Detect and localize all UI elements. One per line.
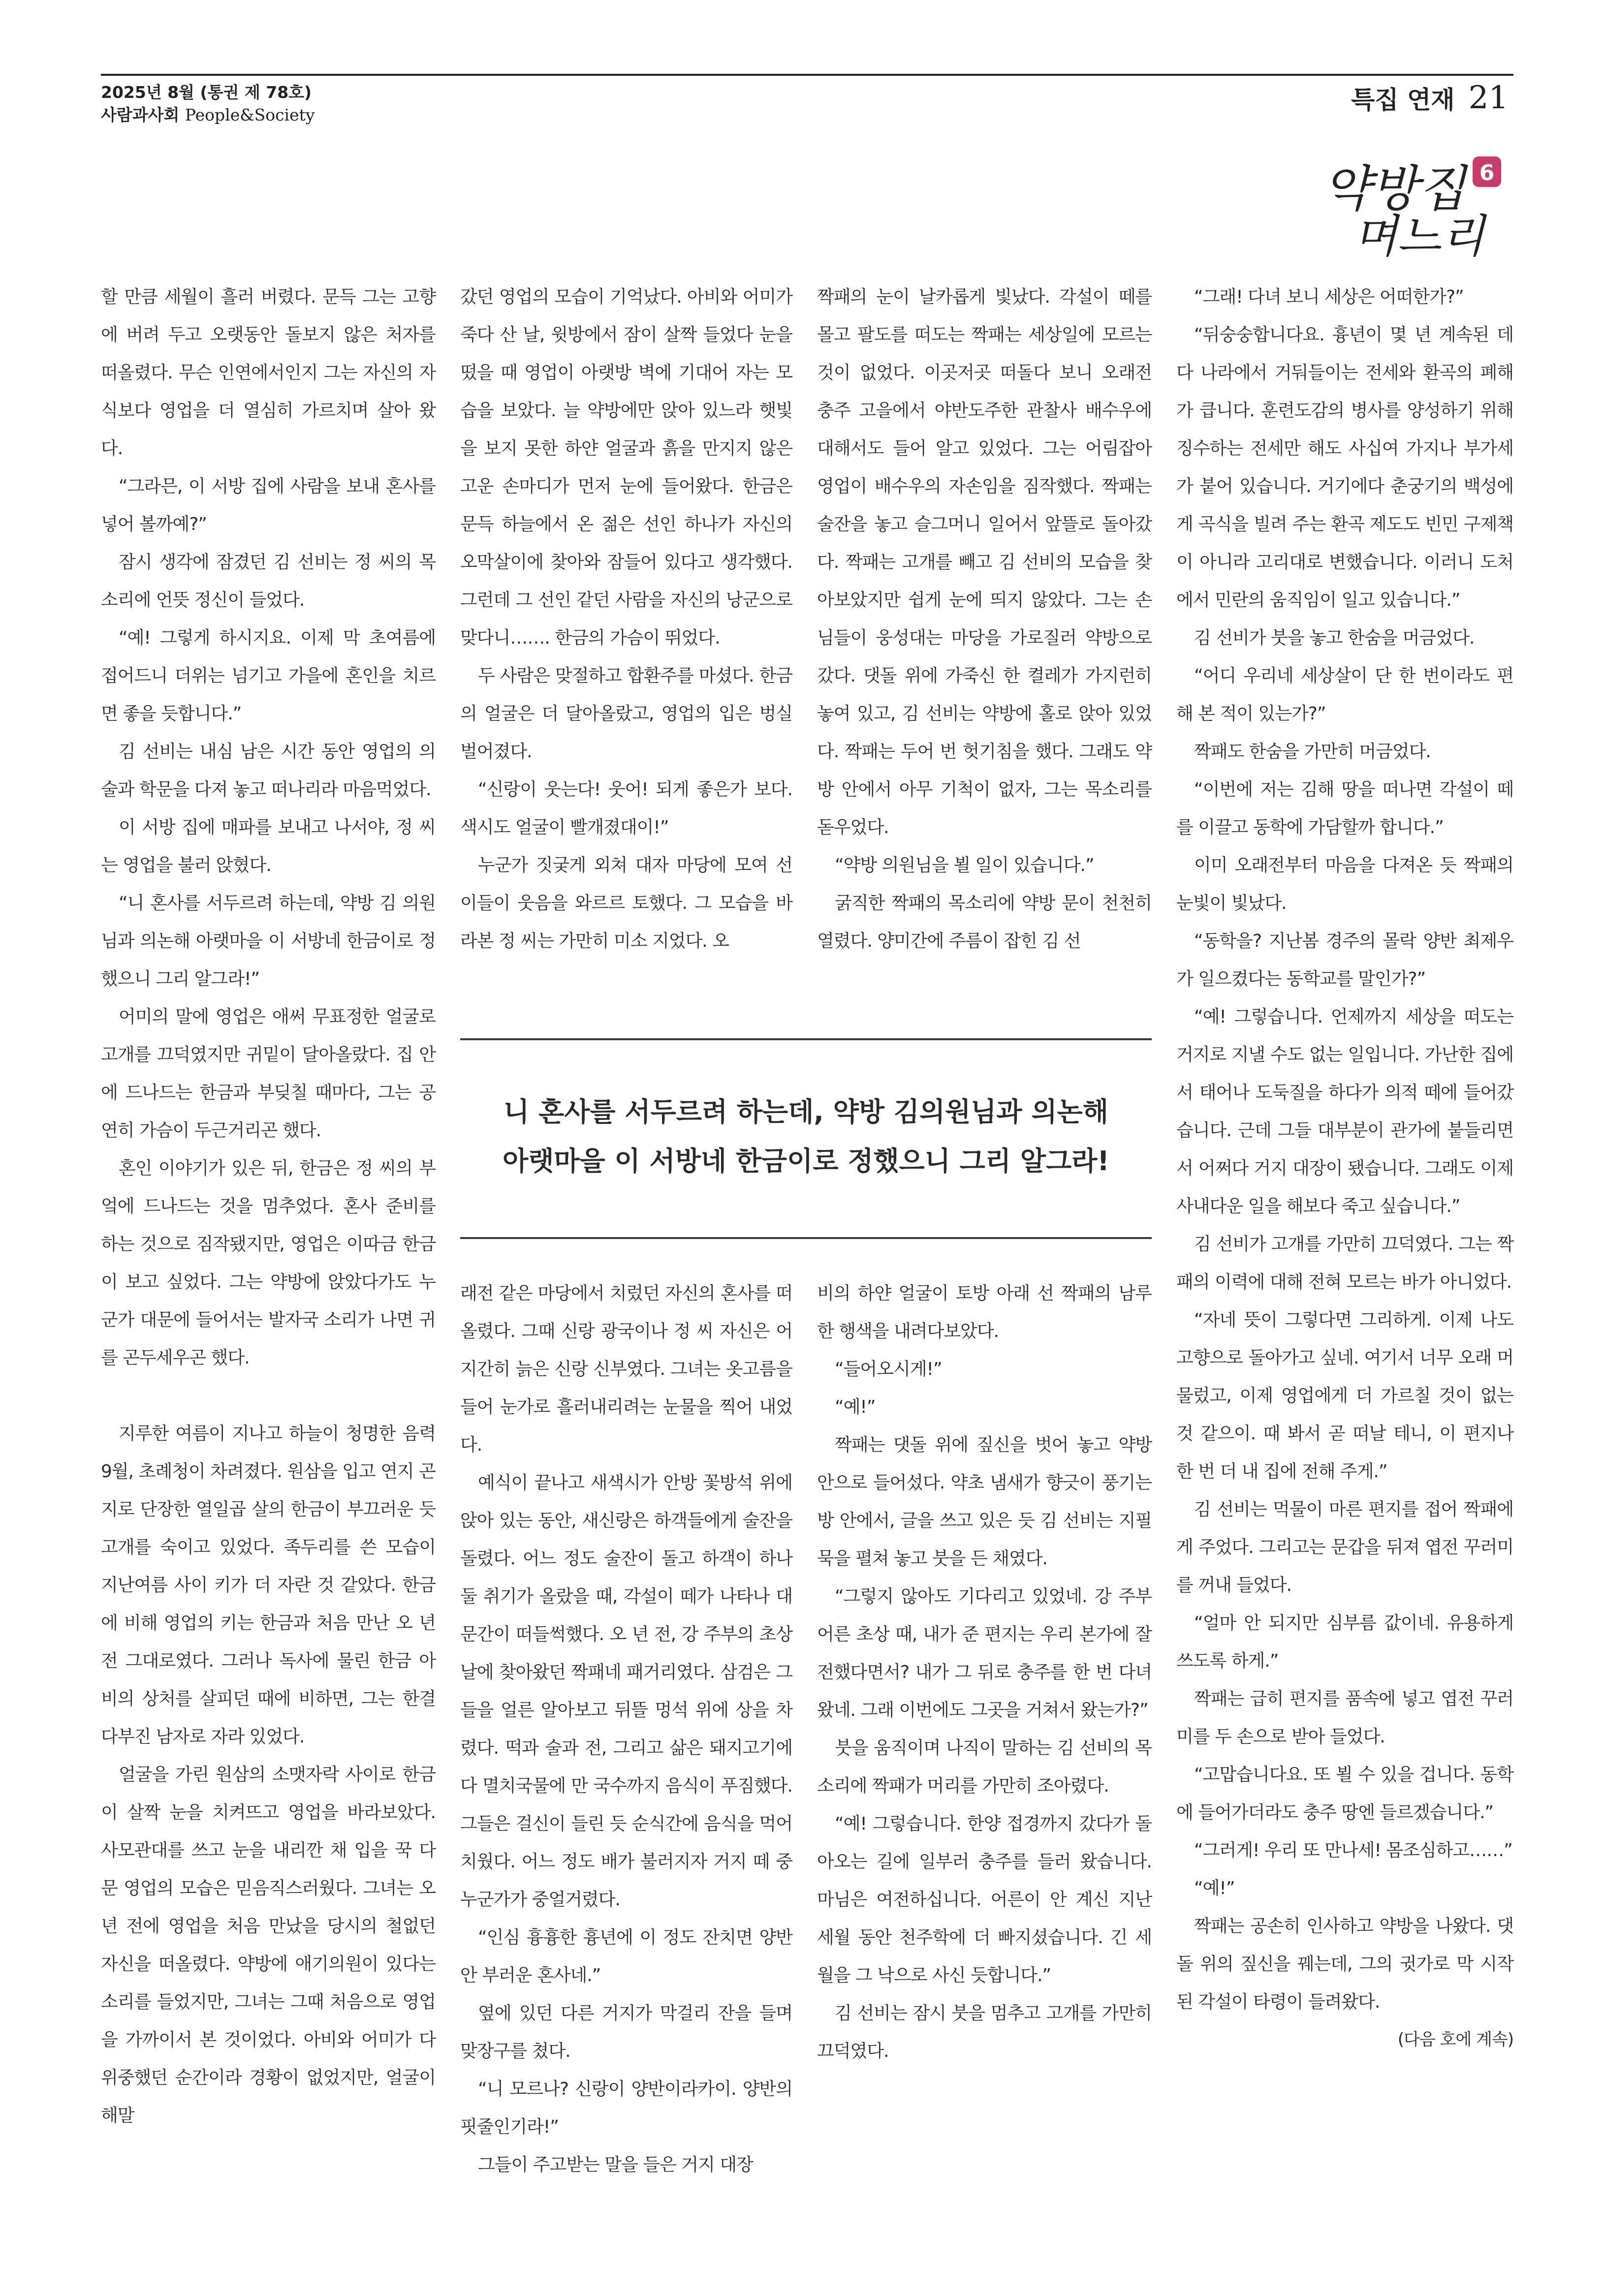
paragraph: 얼굴을 가린 원삼의 소맷자락 사이로 한금이 살짝 눈을 치켜뜨고 영업을 바라보았다. 사모관대를 쓰고 눈을 내리깐 채 입을 꾹 다문 영업의 모습은 믿음직스러웠다. 그녀는 오 년 전에 영업을 처음 만났을 당시의 철없던 자신을 떠올렸다. 약방에 애기의원이 있다는 소리를 들었지만, 그녀는 그때 처음으로 영업을 가까이서 본 것이었다. 아비와 어미가 다 위중했던 순간이라 경황이 없었지만, 얼굴이 해말 <box>101 1765 436 2126</box>
paragraph: 짝패는 댓돌 위에 짚신을 벗어 놓고 약방 안으로 들어섰다. 약초 냄새가 향긋이 풍기는 방 안에서, 글을 쓰고 있은 듯 김 선비는 지필묵을 펼쳐 놓고 붓을 든 채였다. <box>817 1435 1152 1569</box>
pull-quote-top-rule <box>460 1038 1152 1040</box>
article-column-1 <box>101 278 436 2224</box>
paragraph: “그러게! 우리 또 만나세! 몸조심하고……” <box>1194 1840 1512 1861</box>
paragraph: “예! 그렇습니다. 언제까지 세상을 떠도는 거지로 지낼 수도 없는 일입니다. 가난한 집에서 태어나 도둑질을 하다가 의적 떼에 들어갔습니다. 근데 그들 대부분이 관가에 붙들리면서 어쩌다 거지 대장이 됐습니다. 그래도 이제 사내다운 일을 해보다 죽고 싶습니다.” <box>1176 1007 1513 1216</box>
pull-quote-line: 니 혼사를 서두르려 하는데, 약방 김의원님과 의논해 <box>504 1096 1108 1127</box>
article-column-2-lower <box>460 1274 792 2224</box>
serial-logo <box>1319 148 1526 261</box>
paragraph: “예! 그렇습니다. 한양 접경까지 갔다가 돌아오는 길에 일부러 충주를 들러 왔습니다. 마님은 여전하십니다. 어른이 안 계신 지난 세월 동안 천주학에 더 빠지셨습니다. 긴 세월을 그 낙으로 사신 듯합니다.” <box>817 1814 1152 1986</box>
paragraph: 김 선비가 붓을 놓고 한숨을 머금었다. <box>1194 628 1475 648</box>
paragraph: “약방 의원님을 뵐 일이 있습니다.” <box>835 855 1094 875</box>
paragraph: “얼마 안 되지만 심부름 값이네. 유용하게 쓰도록 하게.” <box>1176 1613 1513 1671</box>
paragraph: “인심 흉흉한 흉년에 이 정도 잔치면 양반 안 부러운 혼사네.” <box>460 1927 792 1986</box>
paragraph: 잠시 생각에 잠겼던 김 선비는 정 씨의 목소리에 언뜻 정신이 들었다. <box>101 552 436 610</box>
issue-info: 2025년 8월 (통권 제 78호) <box>101 83 312 102</box>
publication-name <box>101 102 315 125</box>
paragraph: 할 만큼 세월이 흘러 버렸다. 문득 그는 고향에 버려 두고 오랫동안 돌보지 않은 처자를 떠올렸다. 무슨 인연에서인지 그는 자신의 자식보다 영업을 더 열심히 가르치며 살아 왔다. <box>101 287 436 459</box>
logo-title-line2: 며느리 <box>1354 210 1485 261</box>
paragraph: “고맙습니다요. 또 뵐 수 있을 겁니다. 동학에 들어가더라도 충주 땅엔 들르겠습니다.” <box>1176 1765 1513 1823</box>
paragraph: 김 선비가 고개를 가만히 끄덕였다. 그는 짝패의 이력에 대해 전혀 모르는 바가 아니었다. <box>1176 1234 1513 1292</box>
paragraph: 짝패의 눈이 날카롭게 빛났다. 각설이 떼를 몰고 팔도를 떠도는 짝패는 세상일에 모르는 것이 없었다. 이곳저곳 떠돌다 보니 오래전 충주 고을에서 야반도주한 관찰사 배수우에 대해서도 들어 알고 있었다. 그는 어림잡아 영업이 배수우의 자손임을 짐작했다. 짝패는 술잔을 놓고 슬그머니 일어서 앞뜰로 돌아갔다. 짝패는 고개를 빼고 김 선비의 모습을 찾아보았지만 쉽게 눈에 띄지 않았다. 그는 손님들이 웅성대는 마당을 가로질러 약방으로 갔다. 댓돌 위에 가죽신 한 켤레가 가지런히 놓여 있고, 김 선비는 약방에 홀로 앉아 있었다. 짝패는 두어 번 헛기침을 했다. 그래도 약방 안에서 아무 기척이 없자, 그는 목소리를 돋우었다. <box>817 287 1152 838</box>
paragraph: 비의 하얀 얼굴이 토방 아래 선 짝패의 남루한 행색을 내려다보았다. <box>817 1283 1152 1341</box>
paragraph: 옆에 있던 다른 거지가 막걸리 잔을 들며 맞장구를 쳤다. <box>460 2003 792 2061</box>
paragraph: 갔던 영업의 모습이 기억났다. 아비와 어미가 죽다 산 날, 윗방에서 잠이 살짝 들었다 눈을 떴을 때 영업이 아랫방 벽에 기대어 자는 모습을 보았다. 늘 약방에만 앉아 있느라 햇빛을 보지 못한 하얀 얼굴과 흙을 만지지 않은 고운 손마디가 먼저 눈에 들어왔다. 한금은 문득 하늘에서 온 젊은 선인 하나가 자신의 오막살이에 찾아와 잠들어 있다고 생각했다. 그런데 그 선인 같던 사람을 자신의 낭군으로 맞다니……. 한금의 가슴이 뛰었다. <box>460 287 792 648</box>
paragraph: 김 선비는 잠시 붓을 멈추고 고개를 가만히 끄덕였다. <box>817 2003 1152 2061</box>
section-title: 특집 연재 <box>1351 86 1455 114</box>
paragraph: “뒤숭숭합니다요. 흉년이 몇 년 계속된 데다 나라에서 거둬들이는 전세와 환곡의 폐해가 큽니다. 훈련도감의 병사를 양성하기 위해 징수하는 전세만 해도 사십여 가지나 부가세가 붙어 있습니다. 거기에다 춘궁기의 백성에게 곡식을 빌려 주는 환곡 제도도 빈민 구제책이 아니라 고리대로 변했습니다. 이러니 도처에서 민란의 움직임이 일고 있습니다.” <box>1176 325 1513 610</box>
paragraph: 지루한 여름이 지나고 하늘이 청명한 음력 9월, 초례청이 차려졌다. 원삼을 입고 연지 곤지로 단장한 열일곱 살의 한금이 부끄러운 듯 고개를 숙이고 있었다. 족두리를 쓴 모습이 지난여름 사이 키가 더 자란 것 같았다. 한금에 비해 영업의 키는 한금과 처음 만난 오 년 전 그대로였다. 그러나 독사에 물린 한금 아비의 상처를 살피던 때에 비하면, 그는 한결 다부진 남자로 자라 있었다. <box>101 1424 436 1747</box>
paragraph: 김 선비는 내심 남은 시간 동안 영업의 의술과 학문을 다져 놓고 떠나리라 마음먹었다. <box>101 742 436 800</box>
paragraph: “예!” <box>835 1397 876 1417</box>
paragraph: 어미의 말에 영업은 애써 무표정한 얼굴로 고개를 끄덕였지만 귀밑이 달아올랐다. 집 안에 드나드는 한금과 부딪칠 때마다, 그는 공연히 가슴이 두근거리곤 했다. <box>101 1007 436 1141</box>
serial-logo-art <box>1319 148 1526 261</box>
paragraph: 두 사람은 맞절하고 합환주를 마셨다. 한금의 얼굴은 더 달아올랐고, 영업의 입은 벙실 벌어졌다. <box>460 666 792 762</box>
continued-note: (다음 호에 계속) <box>1397 2030 1513 2049</box>
paragraph: 누군가 짓궂게 외쳐 대자 마당에 모여 선 이들이 웃음을 와르르 토했다. 그 모습을 바라본 정 씨는 가만히 미소 지었다. 오 <box>460 855 792 951</box>
pull-quote <box>460 1038 1152 1240</box>
paragraph: 김 선비는 먹물이 마른 편지를 접어 짝패에게 주었다. 그리고는 문갑을 뒤져 엽전 꾸러미를 꺼내 들었다. <box>1176 1499 1513 1595</box>
paragraph: “이번에 저는 김해 땅을 떠나면 각설이 떼를 이끌고 동학에 가담할까 합니다.” <box>1176 779 1513 838</box>
paragraph: “그렇지 않아도 기다리고 있었네. 강 주부 어른 초상 때, 내가 준 편지는 우리 본가에 잘 전했다면서? 내가 그 뒤로 충주를 한 번 다녀왔네. 그래 이번에도 그곳을 거쳐서 왔는가?” <box>817 1586 1152 1720</box>
paragraph: “예! 그렇게 하시지요. 이제 막 초여름에 접어드니 더위는 넘기고 가을에 혼인을 치르면 좋을 듯합니다.” <box>101 628 436 724</box>
paragraph: 예식이 끝나고 새색시가 안방 꽃방석 위에 앉아 있는 동안, 새신랑은 하객들에게 술잔을 돌렸다. 어느 정도 술잔이 돌고 하객이 하나둘 취기가 올랐을 때, 각설이 떼가 나타나 대문간이 떠들썩했다. 오 년 전, 강 주부의 초상 날에 찾아왔던 짝패네 패거리였다. 삼검은 그들을 얼른 알아보고 뒤뜰 멍석 위에 상을 차렸다. 떡과 술과 전, 그리고 삶은 돼지고기에다 멸치국물에 만 국수까지 음식이 푸짐했다. 그들은 걸신이 들린 듯 순식간에 음식을 먹어 치웠다. 어느 정도 배가 불러지자 거지 떼 중 누군가가 중얼거렸다. <box>460 1473 792 1910</box>
paragraph: 래전 같은 마당에서 치렀던 자신의 혼사를 떠올렸다. 그때 신랑 광국이나 정 씨 자신은 어지간히 늙은 신랑 신부였다. 그녀는 옷고름을 들어 눈가로 흘러내리려는 눈물을 찍어 내었다. <box>460 1283 792 1455</box>
page-number: 21 <box>1468 80 1509 116</box>
publication-name-en: People&Society <box>185 105 315 124</box>
paragraph: “니 모르나? 신랑이 양반이라카이. 양반의 핏줄인기라!” <box>460 2079 792 2137</box>
episode-number: 6 <box>1479 160 1495 186</box>
publication-name-ko: 사람과사회 <box>101 105 180 124</box>
paragraph: 짝패도 한숨을 가만히 머금었다. <box>1194 742 1431 762</box>
paragraph: 이 서방 집에 매파를 보내고 나서야, 정 씨는 영업을 불러 앉혔다. <box>101 817 436 875</box>
logo-title-line1: 약방집 <box>1323 160 1466 217</box>
paragraph: 이미 오래전부터 마음을 다져온 듯 짝패의 눈빛이 빛났다. <box>1176 855 1513 913</box>
paragraph: 짝패는 급히 편지를 품속에 넣고 엽전 꾸러미를 두 손으로 받아 들었다. <box>1176 1689 1513 1747</box>
pull-quote-bottom-rule <box>460 1237 1152 1239</box>
article-column-3 <box>817 278 1152 1006</box>
page-header <box>101 74 1513 133</box>
paragraph: “들어오시게!” <box>835 1359 942 1379</box>
article-column-2 <box>460 278 792 1006</box>
paragraph: “예!” <box>1194 1878 1235 1898</box>
paragraph: “동학을? 지난봄 경주의 몰락 양반 최제우가 일으켰다는 동학교를 말인가?” <box>1176 931 1513 989</box>
paragraph: 굵직한 짝패의 목소리에 약방 문이 천천히 열렸다. 양미간에 주름이 잡힌 김 선 <box>817 893 1152 951</box>
pull-quote-line: 아랫마을 이 서방네 한금이로 정했으니 그리 알그라! <box>503 1146 1109 1177</box>
paragraph: 그들이 주고받는 말을 들은 거지 대장 <box>478 2155 753 2175</box>
article-column-3-lower <box>817 1274 1152 2224</box>
paragraph: 붓을 움직이며 나직이 말하는 김 선비의 목소리에 짝패가 머리를 가만히 조아렸다. <box>817 1738 1152 1796</box>
paragraph: “자네 뜻이 그렇다면 그리하게. 이제 나도 고향으로 돌아가고 싶네. 여기서 너무 오래 머물렀고, 이제 영업에게 더 가르칠 것이 없는 것 같으이. 때 봐서 곧 떠날 테니, 이 편지나 한 번 더 내 집에 전해 주게.” <box>1176 1310 1513 1482</box>
paragraph: 혼인 이야기가 있은 뒤, 한금은 정 씨의 부엌에 드나드는 것을 멈추었다. 혼사 준비를 하는 것으로 짐작됐지만, 영업은 이따금 한금이 보고 싶었다. 그는 약방에 앉았다가도 누군가 대문에 들어서는 발자국 소리가 나면 귀를 곤두세우곤 했다. <box>101 1158 436 1368</box>
header-right <box>1351 80 1509 119</box>
paragraph: 짝패는 공손히 인사하고 약방을 나왔다. 댓돌 위의 짚신을 꿰는데, 그의 귓가로 막 시작된 각설이 타령이 들려왔다. <box>1176 1916 1513 2012</box>
paragraph: “신랑이 웃는다! 웃어! 되게 좋은가 보다. 색시도 얼굴이 빨개졌대이!” <box>460 779 792 838</box>
article-column-4 <box>1176 278 1513 2239</box>
paragraph: “어디 우리네 세상살이 단 한 번이라도 편해 본 적이 있는가?” <box>1176 666 1513 724</box>
paragraph: “그라믄, 이 서방 집에 사람을 보내 혼사를 넣어 볼까예?” <box>101 476 436 534</box>
pull-quote-text <box>460 1087 1152 1186</box>
header-rule <box>101 74 1513 76</box>
paragraph: “그래! 다녀 보니 세상은 어떠한가?” <box>1194 287 1464 307</box>
paragraph: “니 혼사를 서두르려 하는데, 약방 김 의원님과 의논해 아랫마을 이 서방네 한금이로 정했으니 그리 알그라!” <box>101 893 436 989</box>
